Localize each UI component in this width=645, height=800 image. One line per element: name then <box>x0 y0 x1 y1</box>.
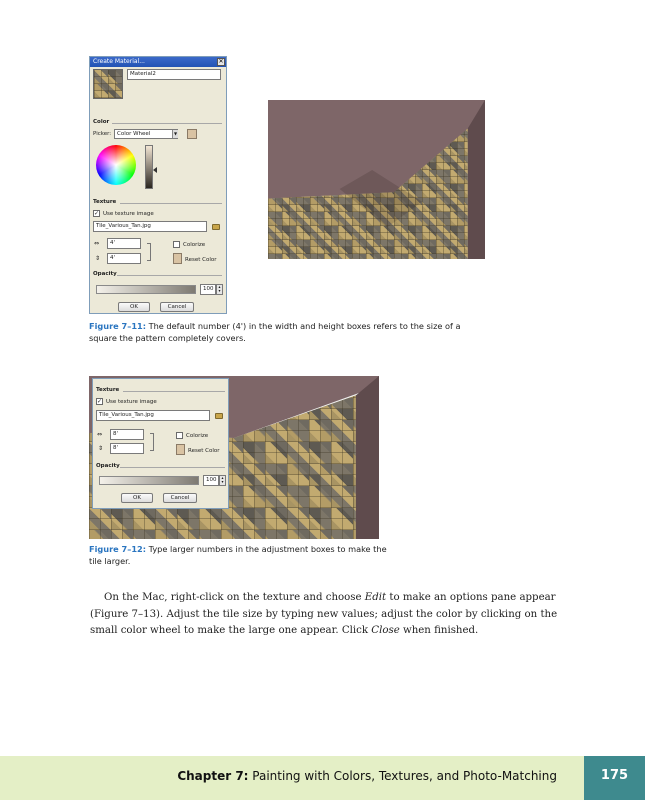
colorize-label: Colorize <box>186 433 209 439</box>
chain-link-icon[interactable] <box>150 433 154 451</box>
dialog-title: Create Material... <box>90 57 226 67</box>
body-paragraph <box>90 590 560 640</box>
brightness-slider[interactable] <box>145 145 153 189</box>
chevron-down-icon[interactable]: ▼ <box>173 131 178 136</box>
body-text-part-3: when finished. <box>399 625 479 636</box>
reset-color-swatch[interactable] <box>176 444 185 455</box>
close-icon[interactable]: ✕ <box>218 58 224 65</box>
chain-link-icon[interactable] <box>147 243 151 261</box>
folder-icon[interactable] <box>212 224 220 230</box>
body-text-part-2: to make an options pane appear (Figure 7–13). Adjust the tile size by typing new values; adjust the color by clicking on the small color wheel to make the large one appear. Click <box>90 592 558 636</box>
texture-width-field[interactable]: 8' <box>110 429 144 440</box>
height-arrows-icon: ⇕ <box>98 445 104 452</box>
cancel-button[interactable]: Cancel <box>163 493 197 503</box>
color-wheel[interactable] <box>96 145 136 185</box>
texture-height-field[interactable]: 4' <box>107 253 141 264</box>
figure-7-11-text: The default number (4') in the width and height boxes refers to the size of a square the pattern completely covers. <box>89 321 461 343</box>
page-number: 175 <box>584 756 645 800</box>
reset-color-label[interactable]: Reset Color <box>185 257 217 263</box>
texture-file-field[interactable]: Tile_Various_Tan.jpg <box>93 221 207 232</box>
footer-chapter-label: Chapter 7: <box>177 769 249 783</box>
slider-handle-icon[interactable] <box>153 167 157 173</box>
colorize-label: Colorize <box>183 242 206 248</box>
reset-color-label[interactable]: Reset Color <box>188 448 220 454</box>
create-material-dialog <box>89 56 227 314</box>
ok-button[interactable]: OK <box>121 493 153 503</box>
figure-7-12-text: Type larger numbers in the adjustment boxes to make the tile larger. <box>89 544 387 566</box>
figure-7-12-label: Figure 7–12: <box>89 544 146 554</box>
folder-icon[interactable] <box>215 413 223 419</box>
ok-button[interactable]: OK <box>118 302 150 312</box>
colorize-checkbox[interactable] <box>176 432 183 439</box>
material-name-field[interactable]: Material2 <box>127 69 221 80</box>
body-text-part-1: On the Mac, right-click on the texture and choose <box>104 592 365 603</box>
colorize-checkbox[interactable] <box>173 241 180 248</box>
color-section-label: Color <box>93 119 110 125</box>
opacity-field[interactable]: 100 <box>203 475 219 486</box>
reset-color-swatch[interactable] <box>173 253 182 264</box>
picker-select[interactable]: Color Wheel <box>114 129 178 139</box>
height-arrows-icon: ⇕ <box>95 255 101 262</box>
use-texture-checkbox[interactable]: ✓ <box>97 398 103 405</box>
page-footer <box>0 756 645 800</box>
opacity-section-label: Opacity <box>93 271 117 277</box>
scene-floor-render <box>268 100 485 259</box>
use-texture-label: Use texture image <box>103 211 154 217</box>
opacity-field[interactable]: 100 <box>200 284 216 295</box>
texture-section-label: Texture <box>93 199 117 205</box>
figure-7-11-caption <box>89 320 489 344</box>
color-swatch[interactable] <box>187 129 197 139</box>
width-arrows-icon: ⇔ <box>97 431 103 438</box>
picker-label: Picker: <box>93 131 112 137</box>
use-texture-label: Use texture image <box>106 399 157 405</box>
texture-section-label: Texture <box>96 387 120 393</box>
body-edit-term: Edit <box>364 592 387 603</box>
opacity-slider[interactable] <box>99 476 199 485</box>
opacity-section-label: Opacity <box>96 463 120 469</box>
texture-width-field[interactable]: 4' <box>107 238 141 249</box>
opacity-slider[interactable] <box>96 285 196 294</box>
cancel-button[interactable]: Cancel <box>160 302 194 312</box>
footer-chapter-title <box>177 756 557 800</box>
figure-7-12-image <box>89 376 379 539</box>
figure-7-12-caption <box>89 543 389 567</box>
texture-options-dialog <box>92 378 229 509</box>
material-preview-thumbnail <box>93 69 123 99</box>
opacity-stepper[interactable]: ▴ ▾ <box>219 475 226 486</box>
footer-chapter-name: Painting with Colors, Textures, and Photo-Matching <box>248 769 557 783</box>
figure-7-11-label: Figure 7–11: <box>89 321 146 331</box>
texture-height-field[interactable]: 8' <box>110 443 144 454</box>
use-texture-checkbox[interactable]: ✓ <box>94 210 100 217</box>
texture-file-field[interactable]: Tile_Various_Tan.jpg <box>96 410 210 421</box>
width-arrows-icon: ⇔ <box>94 240 100 247</box>
body-close-term: Close <box>371 625 400 636</box>
opacity-stepper[interactable]: ▴ ▾ <box>216 284 223 295</box>
